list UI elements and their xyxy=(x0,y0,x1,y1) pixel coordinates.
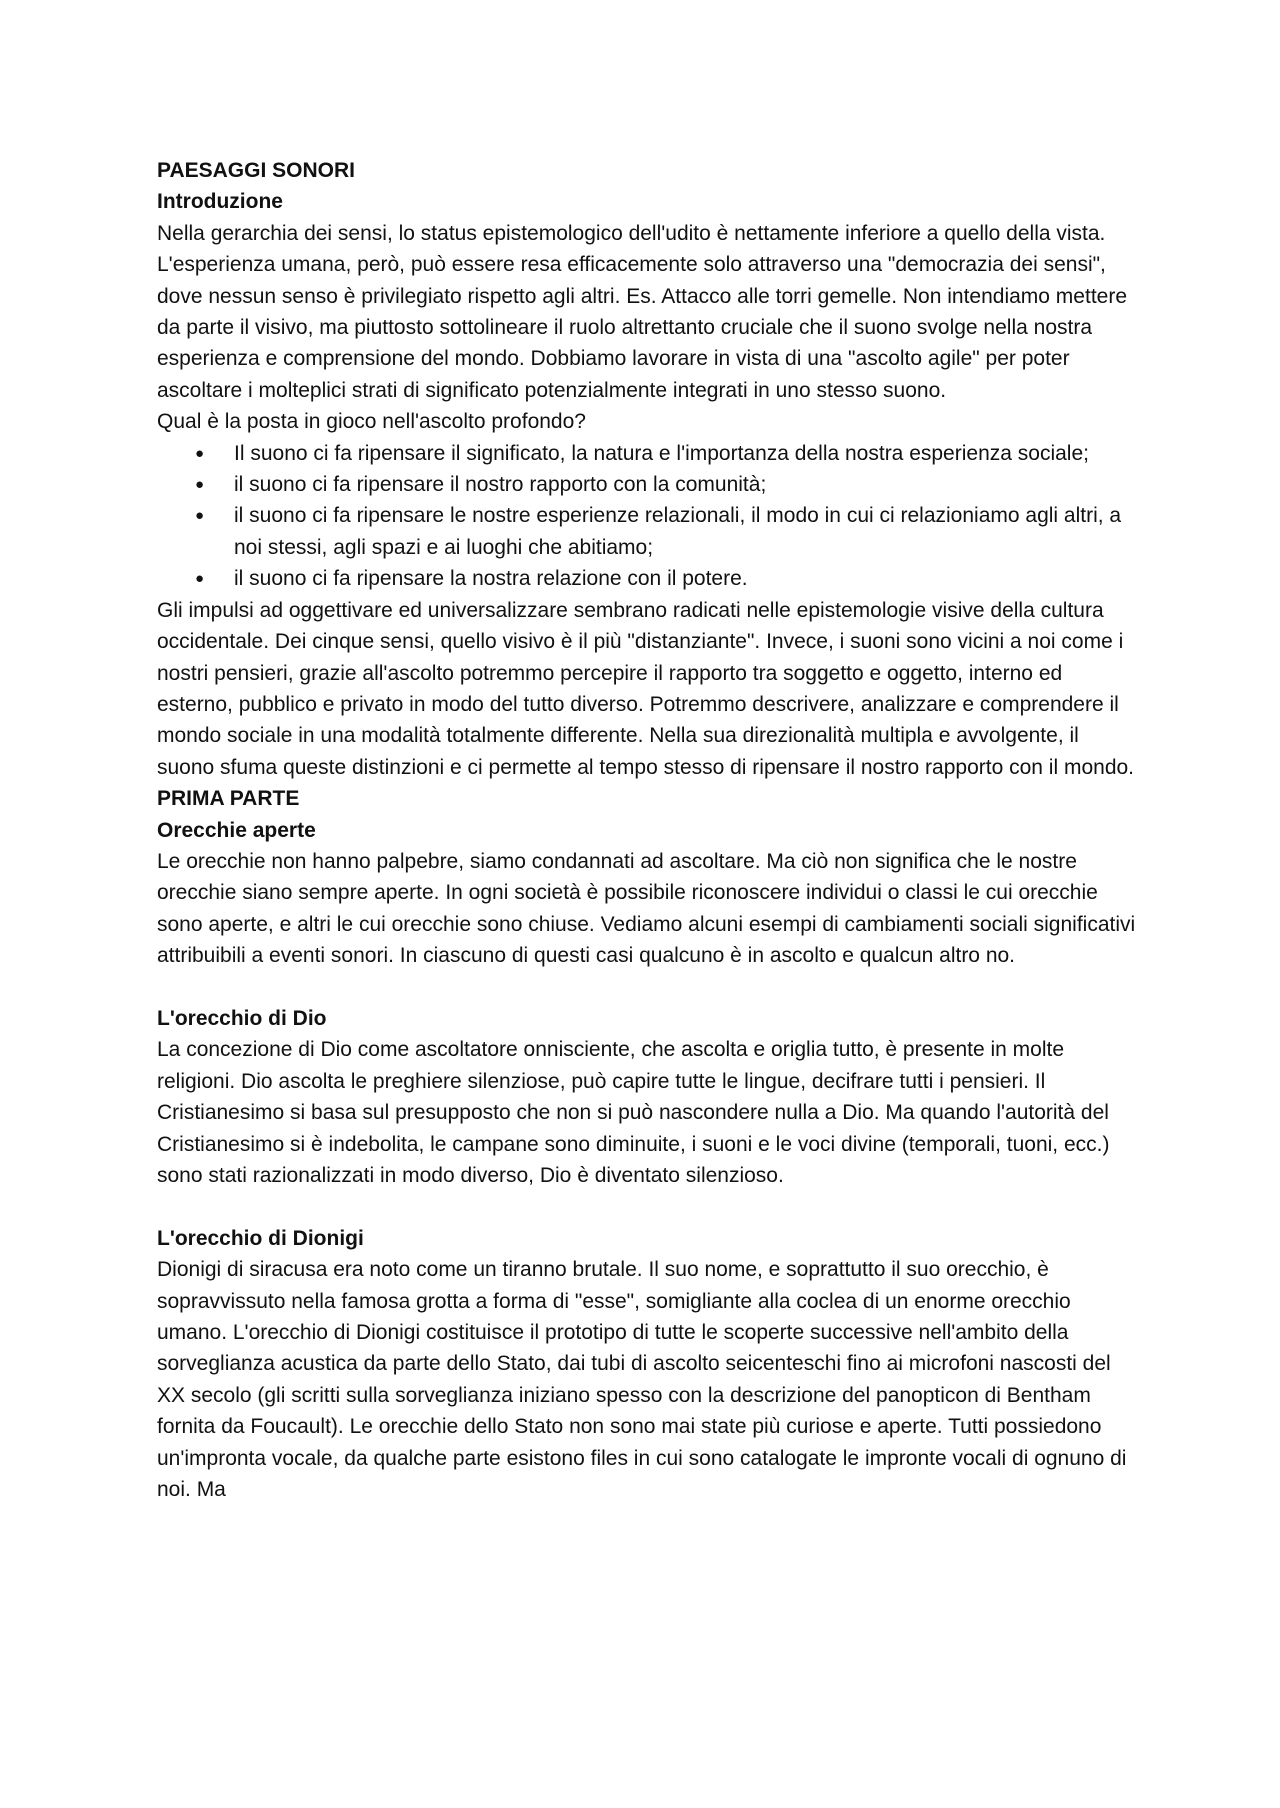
paragraph-orecchie-aperte: Le orecchie non hanno palpebre, siamo condannati ad ascoltare. Ma ciò non significa che le nostre orecchie siano sempre aperte. In ogni società è possibile riconoscere individui o classi le cui orecchie sono aperte, e altri le cui orecchie sono chiuse. Vediamo alcuni esempi di cambiamenti sociali significativi attribuibili a eventi sonori. In ciascuno di questi casi qualcuno è in ascolto e qualcun altro no. xyxy=(157,849,1136,968)
blank-line xyxy=(157,1191,1137,1222)
section-heading-orecchie-aperte: Orecchie aperte xyxy=(157,818,316,842)
paragraph-orecchio-di-dionigi: Dionigi di siracusa era noto come un tiranno brutale. Il suo nome, e soprattutto il suo orecchio, è sopravvissuto nella famosa grotta a forma di "esse", somigliante alla coclea di un enorme orecchio umano. L'orecchio di Dionigi costituisce il prototipo di tutte le scoperte successive nell'ambito della sorveglianza acustica da parte dello Stato, dai tubi di ascolto seicenteschi fino ai microfoni nascosti del XX secolo (gli scritti sulla sorveglianza iniziano spesso con la descrizione del panopticon di Bentham fornita da Foucault). Le orecchie dello Stato non sono mai state più curiose e aperte. Tutti possiedono un'impronta vocale, da qualche parte esistono files in cui sono catalogate le impronte vocali di ognuno di noi. Ma xyxy=(157,1258,1127,1502)
bullet-icon: ● xyxy=(195,476,205,494)
document-title: PAESAGGI SONORI xyxy=(157,159,355,182)
list-item-text: il suono ci fa ripensare la nostra relazione con il potere. xyxy=(234,567,748,591)
list-item xyxy=(157,563,1137,594)
list-item xyxy=(157,438,1137,469)
list-item-text: il suono ci fa ripensare il nostro rapporto con la comunità; xyxy=(234,473,767,497)
bullet-icon: ● xyxy=(195,570,205,588)
paragraph-epistemologie: Gli impulsi ad oggettivare ed universalizzare sembrano radicati nelle epistemologie visive della cultura occidentale. Dei cinque sensi, quello visivo è il più "distanziante". Invece, i suoni sono vicini a noi come i nostri pensieri, grazie all'ascolto potremmo percepire il rapporto tra soggetto e oggetto, interno ed esterno, pubblico e privato in modo del tutto diverso. Potremmo descrivere, analizzare e comprendere il mondo sociale in una modalità totalmente differente. Nella sua direzionalità multipla e avvolgente, il suono sfuma queste distinzioni e ci permette al tempo stesso di ripensare il nostro rapporto con il mondo. xyxy=(157,598,1135,779)
bullet-list xyxy=(157,438,1137,595)
list-item-text: Il suono ci fa ripensare il significato, la natura e l'importanza della nostra esperienza sociale; xyxy=(234,441,1089,465)
document-body xyxy=(157,155,1137,1505)
bullet-icon: ● xyxy=(195,444,205,462)
section-heading-introduzione: Introduzione xyxy=(157,190,283,214)
list-item xyxy=(157,500,1137,563)
paragraph-introduzione: Nella gerarchia dei sensi, lo status epistemologico dell'udito è nettamente inferiore a quello della vista. L'esperienza umana, però, può essere resa efficacemente solo attraverso una "democrazia dei sensi", dove nessun senso è privilegiato rispetto agli altri. Es. Attacco alle torri gemelle. Non intendiamo mettere da parte il visivo, ma piuttosto sottolineare il ruolo altrettanto cruciale che il suono svolge nella nostra esperienza e comprensione del mondo. Dobbiamo lavorare in vista di una "ascolto agile" per poter ascoltare i molteplici strati di significato potenzialmente integrati in uno stesso suono. xyxy=(157,221,1127,402)
paragraph-orecchio-di-dio: La concezione di Dio come ascoltatore onnisciente, che ascolta e origlia tutto, è presente in molte religioni. Dio ascolta le preghiere silenziose, può capire tutte le lingue, decifrare tutti i pensieri. Il Cristianesimo si basa sul presupposto che non si può nascondere nulla a Dio. Ma quando l'autorità del Cristianesimo si è indebolita, le campane sono diminuite, i suoni e le voci divine (temporali, tuoni, ecc.) sono stati razionalizzati in modo diverso, Dio è diventato silenzioso. xyxy=(157,1038,1110,1187)
blank-line xyxy=(157,972,1137,1003)
list-item xyxy=(157,469,1137,500)
part-heading: PRIMA PARTE xyxy=(157,787,300,811)
paragraph-question: Qual è la posta in gioco nell'ascolto profondo? xyxy=(157,410,586,434)
list-item-text: il suono ci fa ripensare le nostre esperienze relazionali, il modo in cui ci relazioniamo agli altri, a noi stessi, agli spazi e ai luoghi che abitiamo; xyxy=(234,504,1122,559)
bullet-icon: ● xyxy=(195,507,205,525)
section-heading-orecchio-di-dio: L'orecchio di Dio xyxy=(157,1006,327,1030)
section-heading-orecchio-di-dionigi: L'orecchio di Dionigi xyxy=(157,1226,364,1250)
